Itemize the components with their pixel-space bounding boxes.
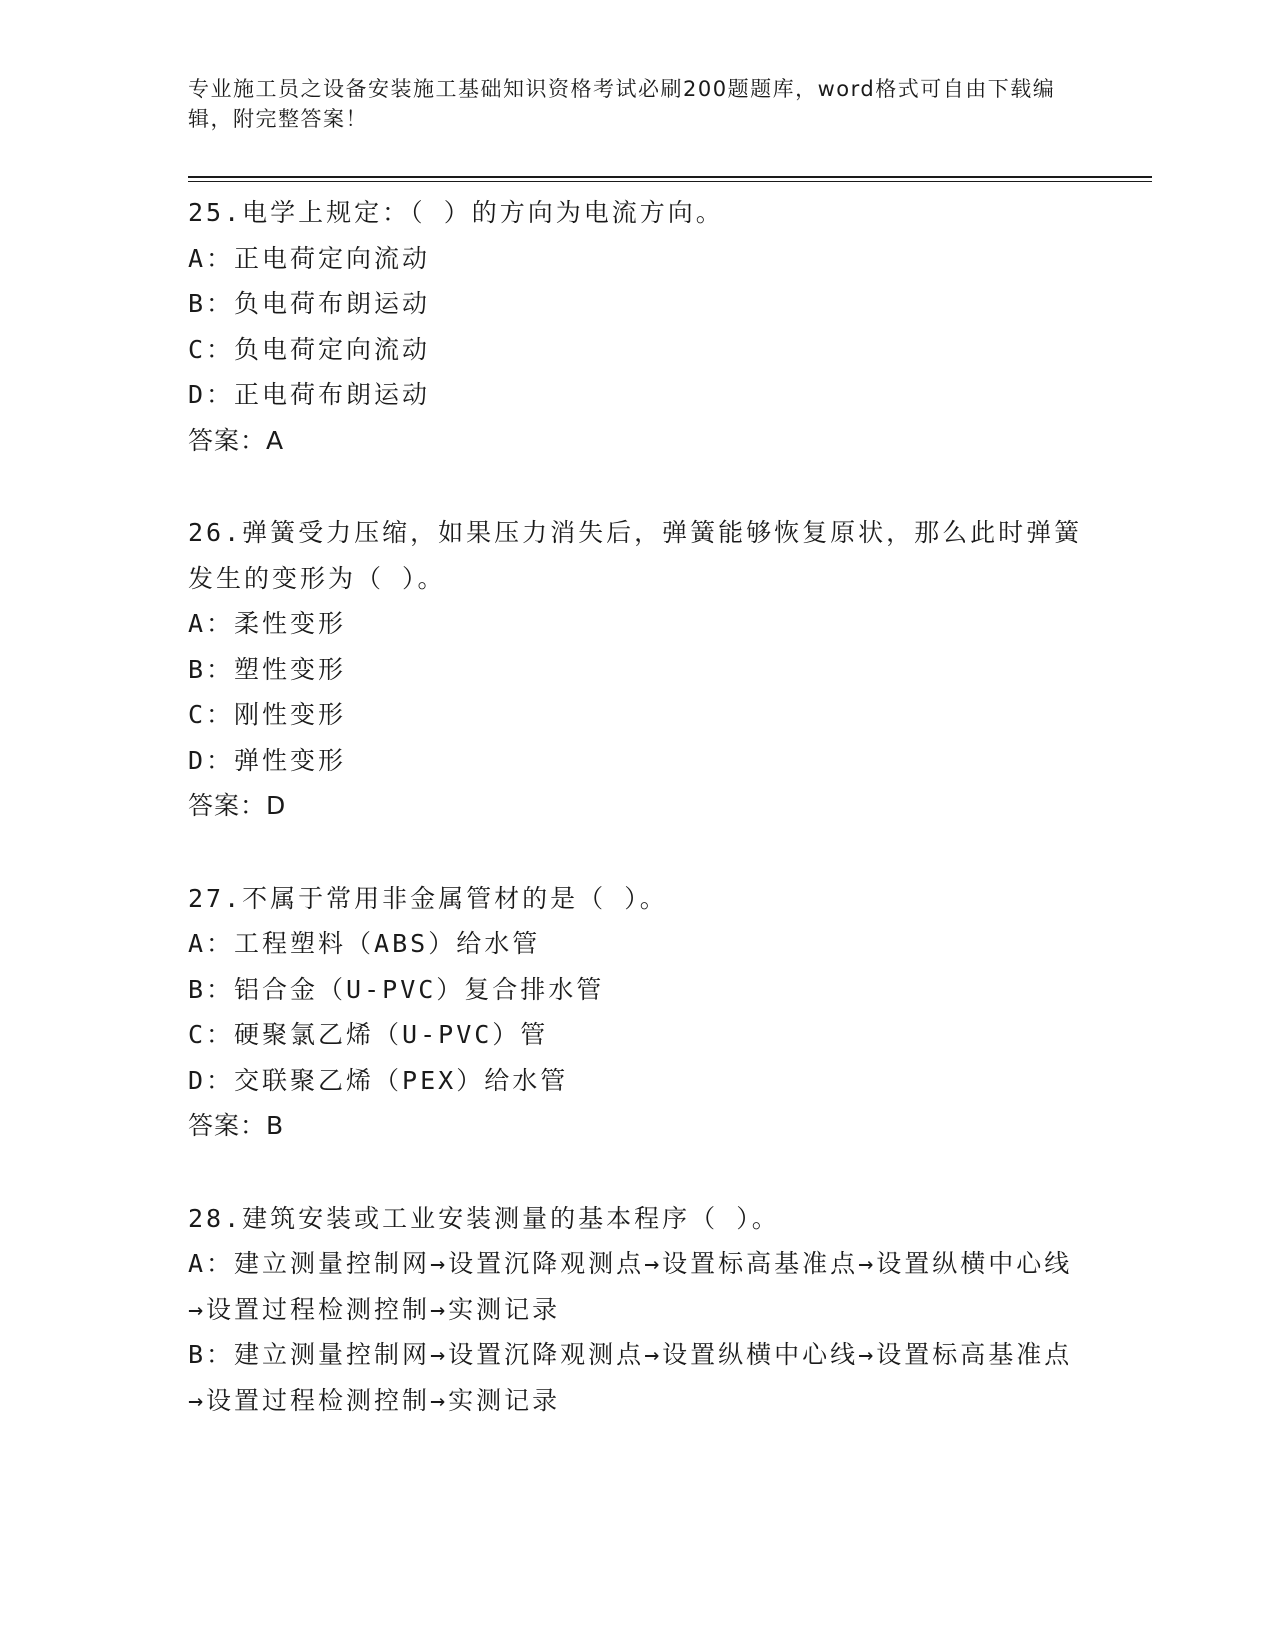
option-b: B：铝合金（U-PVC）复合排水管 (188, 974, 605, 1004)
question-stem: 27.不属于常用非金属管材的是（ ）。 (188, 883, 668, 913)
option-a: A：柔性变形 (188, 609, 347, 638)
question-27 (188, 876, 1088, 1149)
option-d: D：正电荷布朗运动 (188, 380, 431, 409)
option-a: A：正电荷定向流动 (188, 243, 431, 273)
answer-line: 答案：A (188, 425, 285, 455)
option-c: C：刚性变形 (188, 700, 347, 729)
option-b: B：建立测量控制网→设置沉降观测点→设置纵横中心线→设置标高基准点→设置过程检测控制→实测记录 (188, 1340, 1073, 1415)
header-divider-thick (188, 176, 1152, 178)
option-c: C：负电荷定向流动 (188, 334, 431, 364)
answer-line: 答案：D (188, 791, 287, 820)
question-stem: 25.电学上规定：（ ）的方向为电流方向。 (188, 198, 724, 227)
header-divider-thin (188, 181, 1152, 182)
option-b: B：塑性变形 (188, 654, 347, 684)
question-stem: 28.建筑安装或工业安装测量的基本程序（ ）。 (188, 1203, 780, 1233)
option-a: A：工程塑料（ABS）给水管 (188, 929, 541, 958)
page-header: 专业施工员之设备安装施工基础知识资格考试必刷200题题库，word格式可自由下载编辑，附完整答案！ (188, 77, 1056, 131)
question-list (188, 190, 1088, 1470)
option-c: C：硬聚氯乙烯（U-PVC）管 (188, 1020, 549, 1049)
question-25 (188, 190, 1088, 463)
option-d: D：交联聚乙烯（PEX）给水管 (188, 1065, 569, 1095)
option-d: D：弹性变形 (188, 745, 347, 775)
answer-line: 答案：B (188, 1111, 285, 1140)
question-28 (188, 1196, 1088, 1424)
question-26 (188, 510, 1088, 829)
question-stem: 26.弹簧受力压缩，如果压力消失后，弹簧能够恢复原状，那么此时弹簧发生的变形为（ ）。 (188, 518, 1083, 593)
option-a: A：建立测量控制网→设置沉降观测点→设置标高基准点→设置纵横中心线→设置过程检测控制→实测记录 (188, 1249, 1073, 1324)
option-b: B：负电荷布朗运动 (188, 289, 431, 318)
